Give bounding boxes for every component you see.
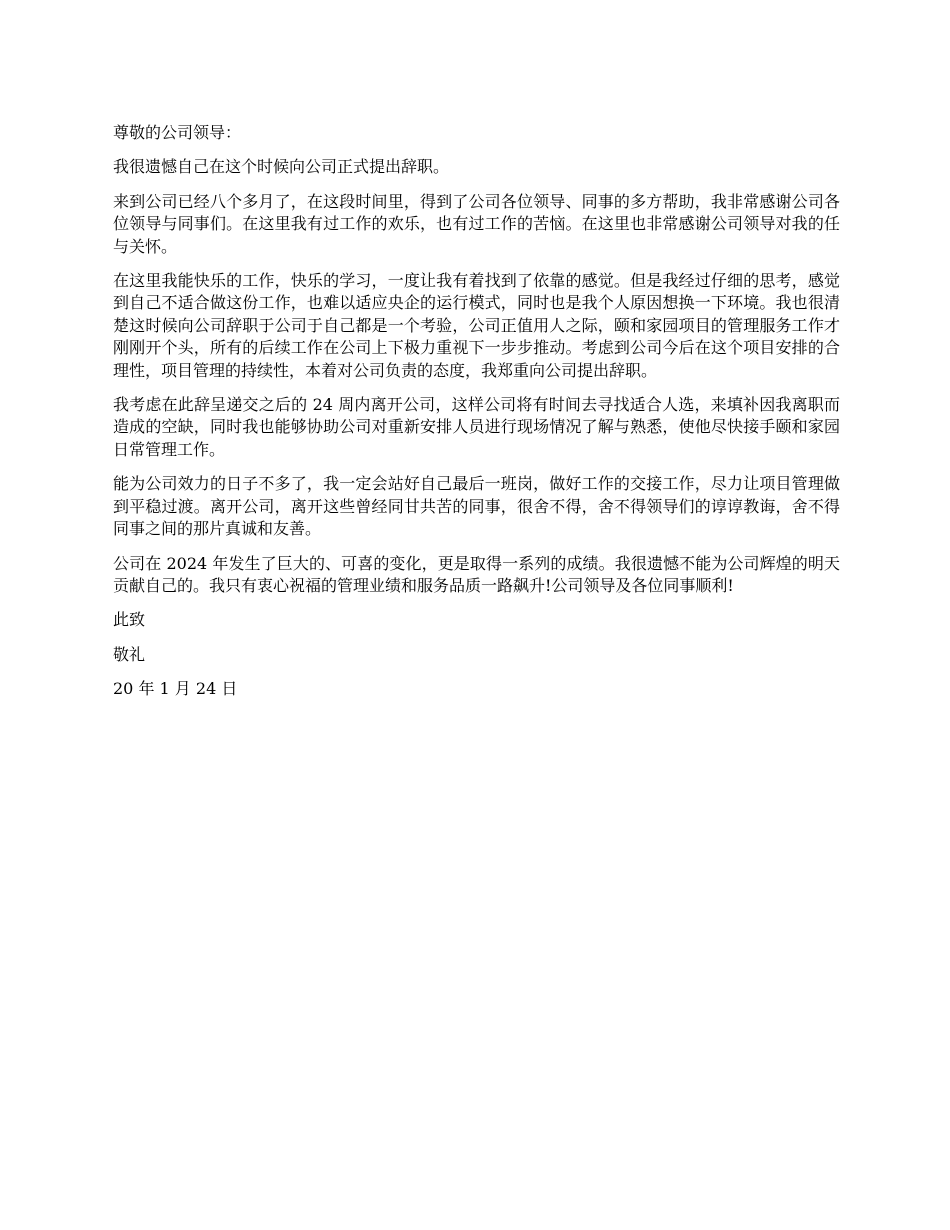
- paragraph-reason: 在这里我能快乐的工作，快乐的学习，一度让我有着找到了依靠的感觉。但是我经过仔细的思考，感觉到自己不适合做这份工作，也难以适应央企的运行模式，同时也是我个人原因想换一下环境。我也很清楚这时候向公司辞职于公司于自己都是一个考验，公司正值用人之际，颐和家园项目的管理服务工作才刚刚开个头，所有的后续工作在公司上下极力重视下一步步推动。考虑到公司今后在这个项目安排的合理性，项目管理的持续性，本着对公司负责的态度，我郑重向公司提出辞职。: [113, 271, 840, 380]
- closing-salute: 敬礼: [113, 644, 146, 664]
- salutation: 尊敬的公司领导：: [113, 123, 242, 142]
- paragraph-farewell: 能为公司效力的日子不多了，我一定会站好自己最后一班岗，做好工作的交接工作，尽力让项目管理做到平稳过渡。离开公司，离开这些曾经同甘共苦的同事，很舍不得，舍不得领导们的谆谆教诲，舍不得同事之间的那片真诚和友善。: [113, 474, 840, 539]
- paragraph-intro: 我很遗憾自己在这个时候向公司正式提出辞职。: [113, 157, 450, 177]
- paragraph-wishes: 公司在 2024 年发生了巨大的、可喜的变化，更是取得一系列的成绩。我很遗憾不能为公司辉煌的明天贡献自己的。我只有衷心祝福的管理业绩和服务品质一路飙升!公司领导及各位同事顺利!: [113, 553, 840, 595]
- closing-regards: 此致: [113, 610, 146, 630]
- letter-date: 20 年 1 月 24 日: [113, 679, 238, 699]
- paragraph-transition: 我考虑在此辞呈递交之后的 24 周内离开公司，这样公司将有时间去寻找适合人选，来填补因我离职而造成的空缺，同时我也能够协助公司对重新安排人员进行现场情况了解与熟悉，使他尽快接手颐和家园日常管理工作。: [113, 395, 840, 459]
- paragraph-gratitude: 来到公司已经八个多月了，在这段时间里，得到了公司各位领导、同事的多方帮助，我非常感谢公司各位领导与同事们。在这里我有过工作的欢乐，也有过工作的苦恼。在这里也非常感谢公司领导对我的任与关怀。: [113, 191, 840, 256]
- resignation-letter: [113, 122, 840, 713]
